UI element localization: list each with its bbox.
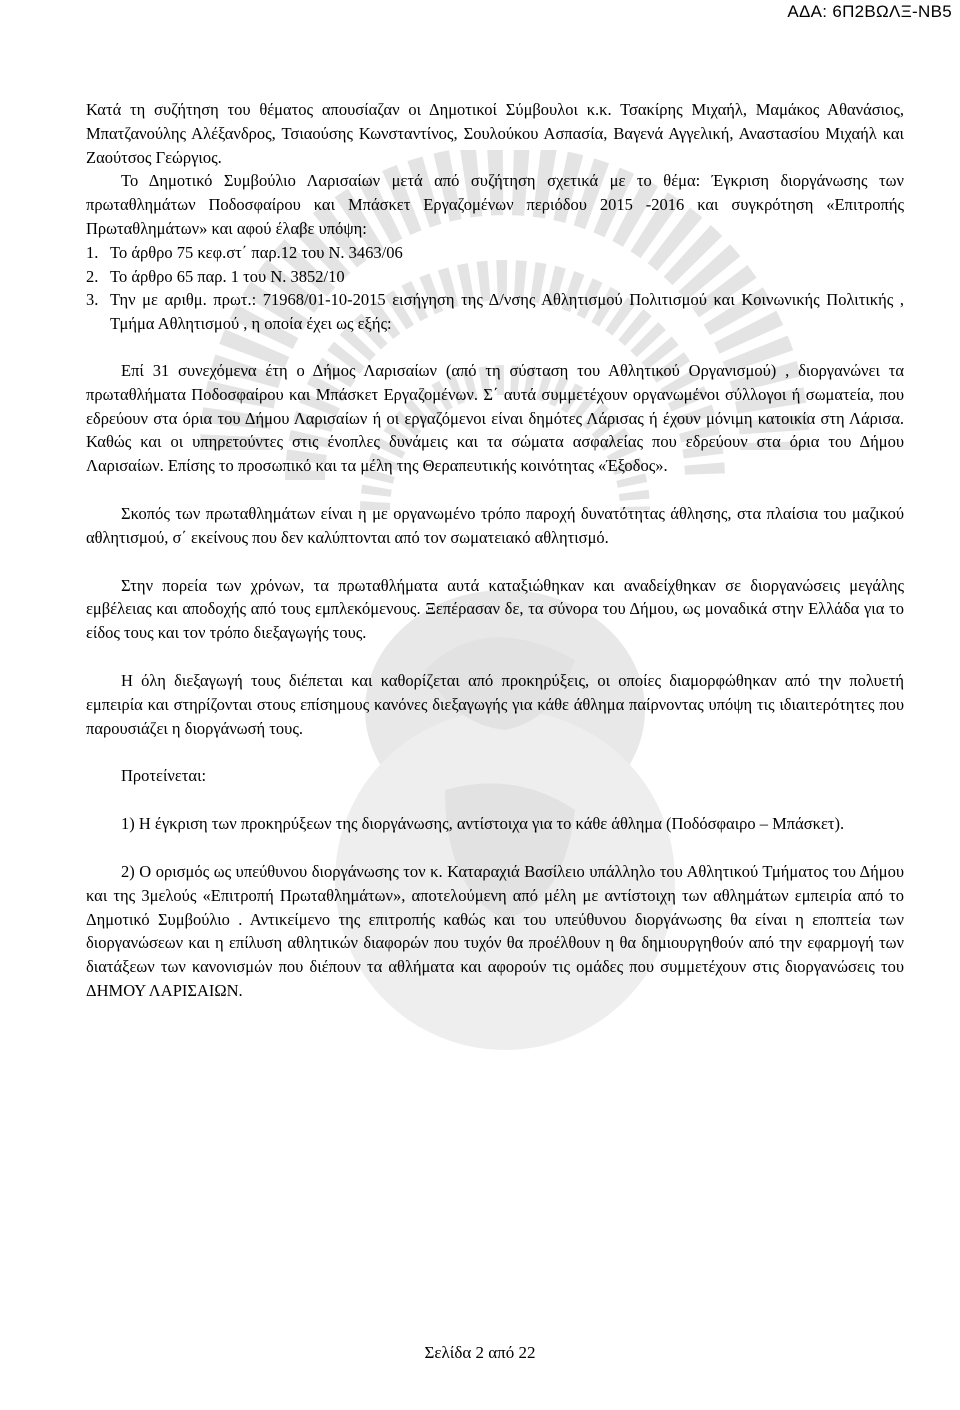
proposed-heading: Προτείνεται: (121, 766, 207, 786)
intro-paragraph: Το Δημοτικό Συμβούλιο Λαρισαίων μετά από συζήτηση σχετικά με το θέμα: Έγκριση διοργάνωσης των πρωταθλημάτων Ποδοσφαίρου και Μπάσκετ Εργαζομένων περιόδου 2015 -2016 και συγκρότηση «Επιτροπής Πρωταθλημάτων» και αφού έλαβε υπόψη: (86, 171, 904, 238)
reference-item: 3. Την με αριθμ. πρωτ.: 71968/01-10-2015 εισήγηση της Δ/νσης Αθλητισμού Πολιτισμού και Κοινωνικής Πολιτικής , Τμήμα Αθλητισμού , η οποία έχει ως εξής: (86, 290, 904, 334)
purpose-paragraph: Σκοπός των πρωταθλημάτων είναι η με οργανωμένο τρόπο παροχή δυνατότητας άθλησης, στα πλαίσια του μαζικού αθλητισμού, σ΄ εκείνους που δεν καλύπτονται από τον σωματειακό αθλητισμό. (86, 503, 904, 547)
reference-item: 2. Το άρθρο 65 παρ. 1 του Ν. 3852/10 (86, 266, 345, 286)
absent-members-paragraph: Κατά τη συζήτηση του θέματος απουσίαζαν οι Δημοτικοί Σύμβουλοι κ.κ. Τσακίρης Μιχαήλ, Μαμάκος Αθανάσιος, Μπατζανούλης Αλέξανδρος, Τσιαούσης Κωνσταντίνος, Σουλούκου Ασπασία, Βαγενά Αγγελική, Αναστασίου Μιχαήλ και Ζαούτσος Γεώργιος. (86, 100, 904, 167)
ada-code: ΑΔΑ: 6Π2ΒΩΛΞ-ΝΒ5 (787, 2, 952, 21)
reference-item: 1. Το άρθρο 75 κεφ.στ΄ παρ.12 του Ν. 3463/06 (86, 242, 403, 262)
history-paragraph: Επί 31 συνεχόμενα έτη ο Δήμος Λαρισαίων (από τη σύσταση του Αθλητικού Οργανισμού) , διοργανώνει τα πρωταθλήματα Ποδοσφαίρου και Μπάσκετ Εργαζομένων. Σ΄ αυτά συμμετέχουν οργανωμένοι σύλλογοι ή σωματεία, που εδρεύουν στα όρια του Δήμου Λαρισαίων ή οι εργαζόμενοι είναι δημότες Λάρισας ή έχουν μόνιμη κατοικία στη Λάρισα. Καθώς και οι υπηρετούντες στις ένοπλες δυνάμεις και τα σώματα ασφαλείας που εδρεύουν στα όρια του Δήμου Λαρισαίων. Επίσης το προσωπικό και τα μέλη της Θεραπευτικής κοινότητας «Έξοδος». (86, 360, 904, 476)
proposal-item-1: 1) Η έγκριση των προκηρύξεων της διοργάνωσης, αντίστοιχα για το κάθε άθλημα (Ποδόσφαιρο – Μπάσκετ). (121, 814, 845, 834)
document-body (86, 98, 904, 1003)
regulations-paragraph: Η όλη διεξαγωγή τους διέπεται και καθορίζεται από προκηρύξεις, οι οποίες διαμορφώθηκαν από την πολυετή εμπειρία και στηρίζονται στους επίσημους κανόνες διεξαγωγής για κάθε άθλημα παίρνοντας υπόψη τις ιδιαιτερότητες που παρουσιάζει η διοργάνωσή τους. (86, 670, 904, 738)
evolution-paragraph: Στην πορεία των χρόνων, τα πρωταθλήματα αυτά καταξιώθηκαν και αναδείχθηκαν σε διοργανώσεις μεγάλης εμβέλειας και αποδοχής από τους εμπλεκόμενους. Ξεπέρασαν δε, τα σύνορα του Δήμου, ως μοναδικά στην Ελλάδα για το είδος τους και τον τρόπο διεξαγωγής τους. (86, 575, 904, 643)
references-list (86, 241, 904, 336)
proposal-item-2: 2) Ο ορισμός ως υπεύθυνου διοργάνωσης τον κ. Καταραχιά Βασίλειο υπάλληλο του Αθλητικού Τμήματος του Δήμου και της 3μελούς «Επιτροπή Πρωταθλημάτων», αποτελούμενη από μέλη με αντίστοιχη των αθλημάτων εμπειρία από το Δημοτικό Συμβούλιο . Αντικείμενο της επιτροπής καθώς και του υπεύθυνου διοργάνωσης θα είναι η εποπτεία των διοργανώσεων και η επίλυση αθλητικών διαφορών που τυχόν θα προέλθουν η θα δημιουργηθούν από την εφαρμογή των διατάξεων των κανονισμών που διέπουν τα αθλήματα και αφορούν τις ομάδες που συμμετέχουν στις διοργανώσεις του ΔΗΜΟΥ ΛΑΡΙΣΑΙΩΝ. (86, 861, 904, 1000)
page-number: Σελίδα 2 από 22 (424, 1343, 536, 1362)
